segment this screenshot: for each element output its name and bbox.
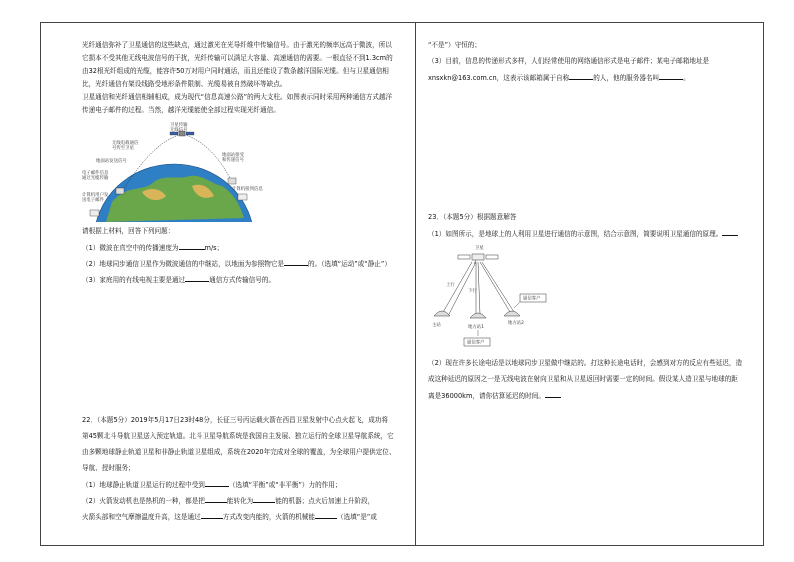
answer-blank[interactable]: [569, 72, 593, 80]
answer-blank[interactable]: [722, 228, 738, 236]
dish-icon: [434, 311, 450, 316]
station2-label: 地方站2: [508, 321, 524, 326]
answer-blank[interactable]: [545, 390, 561, 398]
answer-blank[interactable]: [205, 495, 227, 503]
figure-label: 无线电载通信: [112, 141, 139, 146]
question-21-1: （1）微波在真空中的传播速度为 m/s；: [82, 244, 224, 252]
ground-station-icon: [116, 188, 124, 194]
passage-line: 由32根光纤组成的光缆，能容许50万对用户同时通话，而且还能设了数条越洋国际光缆。但与卫星通信相: [82, 67, 389, 75]
figure-label: 计算机接到信息: [232, 187, 263, 192]
answer-blank[interactable]: [179, 242, 205, 250]
passage-line: 比，光纤通信有架设线路受地形条件限制、光缆易被自然破坏等缺点。: [82, 80, 287, 88]
figure-label: 送电子邮件: [82, 198, 104, 203]
figure-label: 地面站发送信号: [96, 159, 127, 164]
question-23-2-line: 离是36000km，请你估算延迟的时间。: [428, 390, 561, 401]
figure-label: 计算机用户发: [82, 193, 109, 198]
question-intro: 请根据上材料，回答下列问题：: [82, 227, 175, 235]
station1-label: 地方站1: [468, 325, 484, 330]
figure-label: 地面站接受: [222, 153, 244, 158]
question-22-line: 22．（本题5分）2019年5月17日23时48分，长征三号丙运载火箭在西昌卫星发射中心点火起飞，成功将: [82, 416, 388, 424]
passage-line: 光纤通信弥补了卫星通信的这些缺点，通过激光在光导纤维中传输信号。由于激光的频率远高于微波，所以: [82, 41, 392, 49]
question-22-1: （1）地球静止轨道卫星运行的过程中受到 （选填“平衡”或“非平衡”）力的作用；: [82, 481, 342, 489]
passage-line: 卫星通信和光纤通信相辅相成，成为现代“信息高速公路”的两大支柱。如图表示同时采用两种通信方式越洋: [82, 93, 393, 101]
communication-figure: [82, 122, 262, 222]
answer-blank[interactable]: [201, 511, 223, 519]
passage-line: 它损本不受其他无线电波信号的干扰，光纤传输可以满足大容量、高速通信的需要。一根直径不到1.3cm的: [82, 54, 393, 62]
answer-blank[interactable]: [185, 274, 209, 282]
question-23-1: （1）如图所示，是地球上的人利用卫星进行通信的示意图，结合示意图，简要说明卫星通信的原理。: [428, 228, 738, 239]
question-22-3a: （3）目前，信息的传递形式多样，人们经常使用的网络通信形式是电子邮件；某电子邮箱地址是: [428, 57, 710, 65]
figure-label: 和传递信号: [222, 158, 244, 163]
question-23-2-line: 成这种延迟的原因之一是无线电波在射向卫星和从卫星返回时需要一定的时间。假设某人造卫星与地球的距: [428, 375, 738, 383]
main-station-label: 主站: [432, 323, 441, 328]
answer-blank[interactable]: [253, 495, 275, 503]
question-21-3: （3）家庭用的有线电视主要是通过 通信方式传输信号的。: [82, 276, 276, 284]
downlink-label: 下行: [468, 289, 477, 294]
question-22-2b: 火箭头部和空气摩擦温度升高，这是通过 方式改变内能的，火箭的机械能 （选填“是”或: [82, 513, 377, 521]
dish-icon: [504, 311, 520, 316]
question-23-2-line: （2）现在许多长途电话是以地球同步卫星做中继站的。打这种长途电话时，会感到对方的反应有些延迟，造: [428, 359, 743, 367]
answer-blank[interactable]: [284, 258, 308, 266]
client-label: 通信客户: [467, 340, 485, 346]
computer-icon: [90, 210, 99, 216]
question-22-line: 第45颗北斗导航卫星送入预定轨道。北斗卫星导航系统是我国自主发展、独立运行的全球卫星导航系统，它: [82, 432, 394, 440]
dish-icon: [470, 313, 486, 318]
ground-station-icon: [228, 178, 236, 184]
question-21-2: （2）地球同步通信卫星作为微波通信的中继站，以地面为参照物它是 的。（选填“运动”或“静止”）: [82, 260, 391, 268]
question-23-heading: 23．（本题5分）根据题意解答: [428, 213, 517, 221]
figure-label: 号传至卫星: [112, 146, 134, 151]
satellite-diagram: [428, 240, 548, 352]
question-22-3b: xnsxkn@163.com.cn，这表示该邮箱属于自称 的人，他的服务器名叫 。: [428, 74, 690, 82]
question-22-line: 由多颗地球静止轨道卫星和非静止轨道卫星组成，系统在2020年完成对全球的覆盖，为全球用户提供定位、: [82, 448, 396, 456]
figure-label: 电子邮件信息: [82, 171, 109, 176]
figure-label: 无线信号: [170, 128, 188, 133]
figure-label: 卫星传输: [170, 123, 188, 128]
question-21-cont: “不是”）守恒的；: [428, 41, 481, 49]
column-divider: [415, 22, 416, 546]
answer-blank[interactable]: [315, 511, 337, 519]
computer-icon: [238, 194, 247, 200]
client-label: 通信客户: [523, 296, 541, 302]
satellite-label: 卫星: [475, 246, 484, 251]
question-22-line: 导航、授时服务；: [82, 464, 135, 472]
answer-blank[interactable]: [205, 479, 229, 487]
answer-blank[interactable]: [659, 72, 683, 80]
passage-line: 传递电子邮件的过程。当然，越洋光缆能使全部过程实现光纤通信。: [82, 106, 280, 114]
question-22-2a: （2）火箭发动机也是热机的一种，都是把 能转化为 能的机器；点火后加速上升阶段，: [82, 497, 375, 505]
uplink-label: 上行: [446, 283, 455, 288]
figure-label: 通过光缆传输: [82, 176, 109, 181]
